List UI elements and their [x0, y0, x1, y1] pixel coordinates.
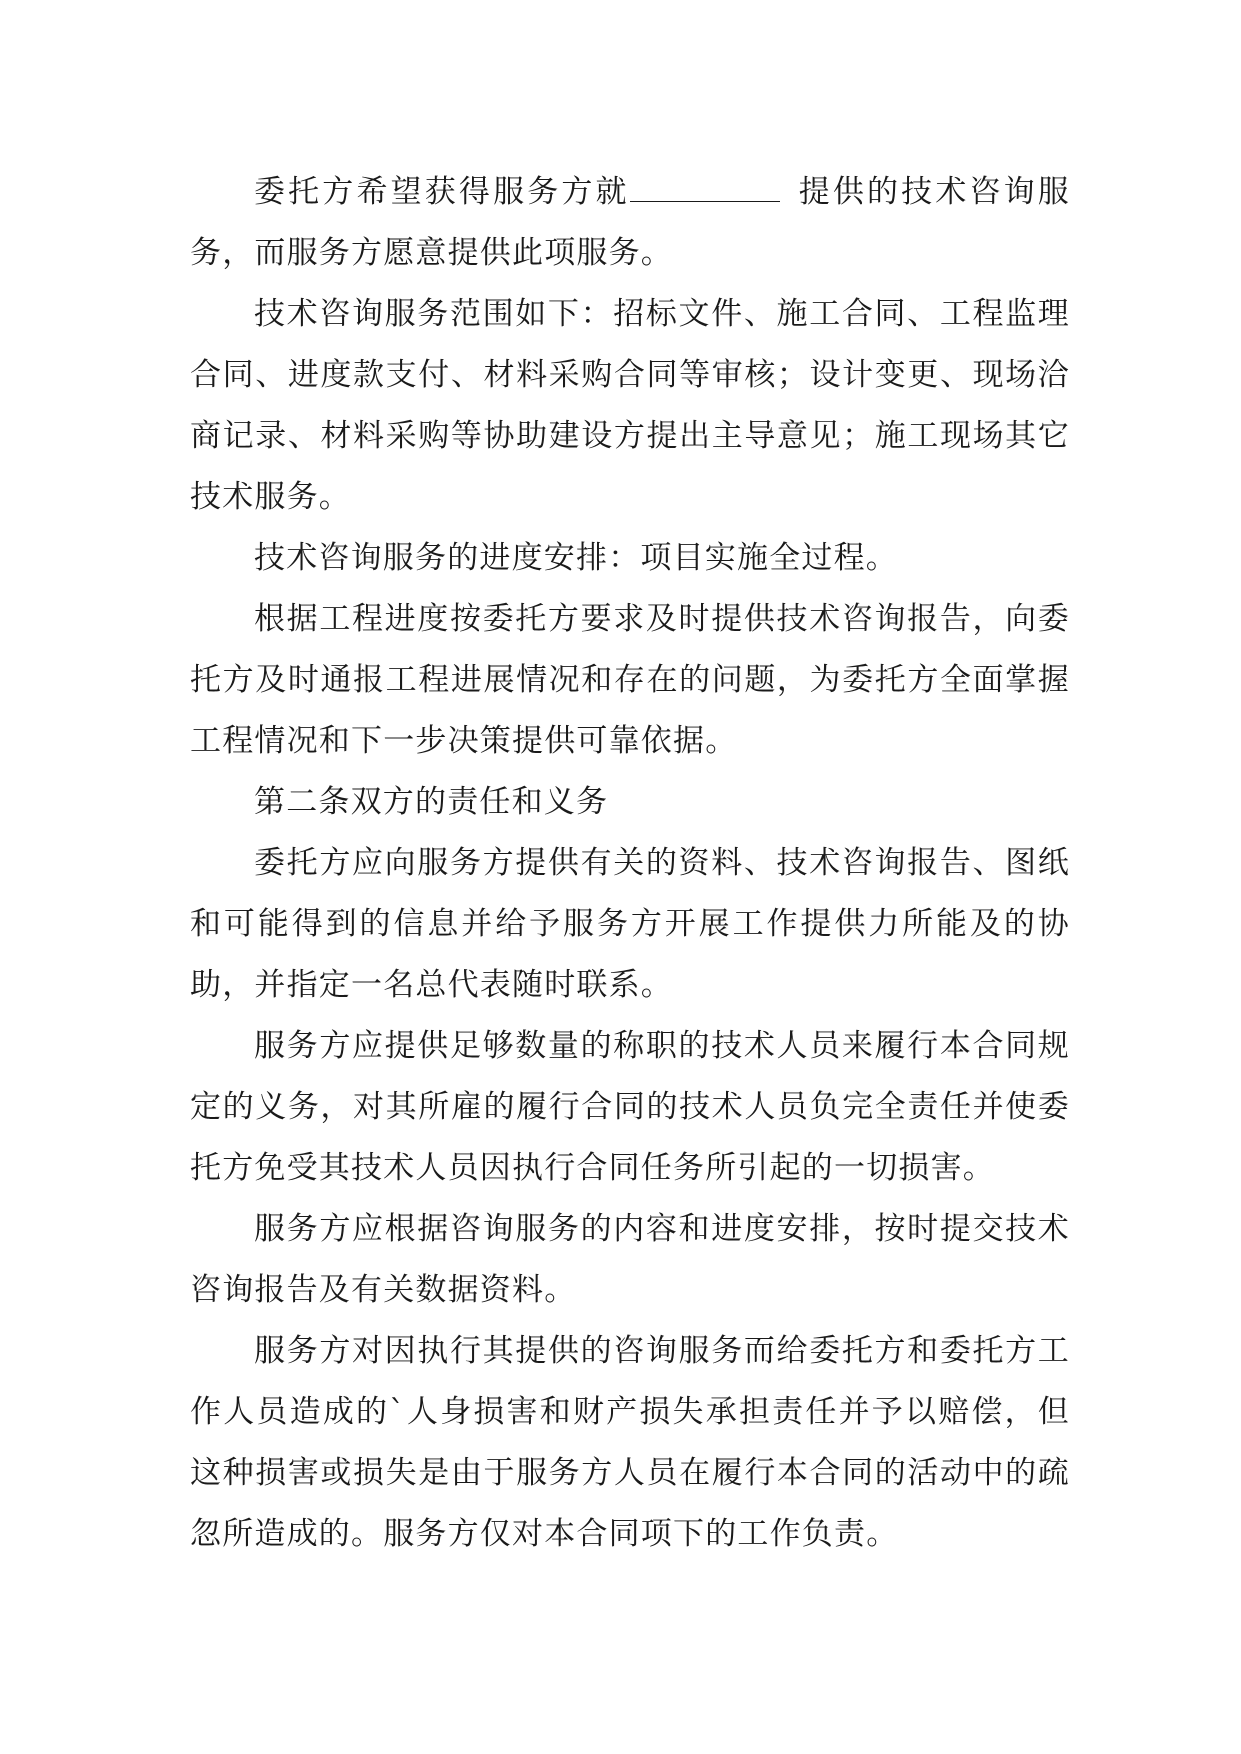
paragraph-liability: 服务方对因执行其提供的咨询服务而给委托方和委托方工作人员造成的`人身损害和财产损失承担责任并予以赔偿，但这种损害或损失是由于服务方人员在履行本合同的活动中的疏忽所造成的。服务方仅对本合同项下的工作负责。 [190, 1333, 1070, 1552]
paragraph-client-duties: 委托方应向服务方提供有关的资料、技术咨询报告、图纸和可能得到的信息并给予服务方开展工作提供力所能及的协助，并指定一名总代表随时联系。 [190, 845, 1070, 1003]
document-body [190, 162, 1070, 1565]
paragraph-reporting: 根据工程进度按委托方要求及时提供技术咨询报告，向委托方及时通报工程进展情况和存在的问题，为委托方全面掌握工程情况和下一步决策提供可靠依据。 [190, 601, 1070, 759]
paragraph-service-scope: 技术咨询服务范围如下：招标文件、施工合同、工程监理合同、进度款支付、材料采购合同等审核；设计变更、现场洽商记录、材料采购等协助建设方提出主导意见；施工现场其它技术服务。 [190, 296, 1070, 515]
paragraph-provider-staff: 服务方应提供足够数量的称职的技术人员来履行本合同规定的义务，对其所雇的履行合同的技术人员负完全责任并使委托方免受其技术人员因执行合同任务所引起的一切损害。 [190, 1028, 1070, 1186]
paragraph-text: 提供的技术咨询服务，而服务方愿意提供此项服务。 [190, 174, 1070, 271]
section-heading: 第二条双方的责任和义务 [254, 784, 609, 820]
fill-in-blank [630, 171, 780, 202]
paragraph-schedule: 技术咨询服务的进度安排：项目实施全过程。 [254, 540, 898, 576]
paragraph-text: 委托方希望获得服务方就 [254, 174, 630, 210]
paragraph-service-request [190, 162, 1070, 284]
paragraph-provider-reports: 服务方应根据咨询服务的内容和进度安排，按时提交技术咨询报告及有关数据资料。 [190, 1211, 1070, 1308]
